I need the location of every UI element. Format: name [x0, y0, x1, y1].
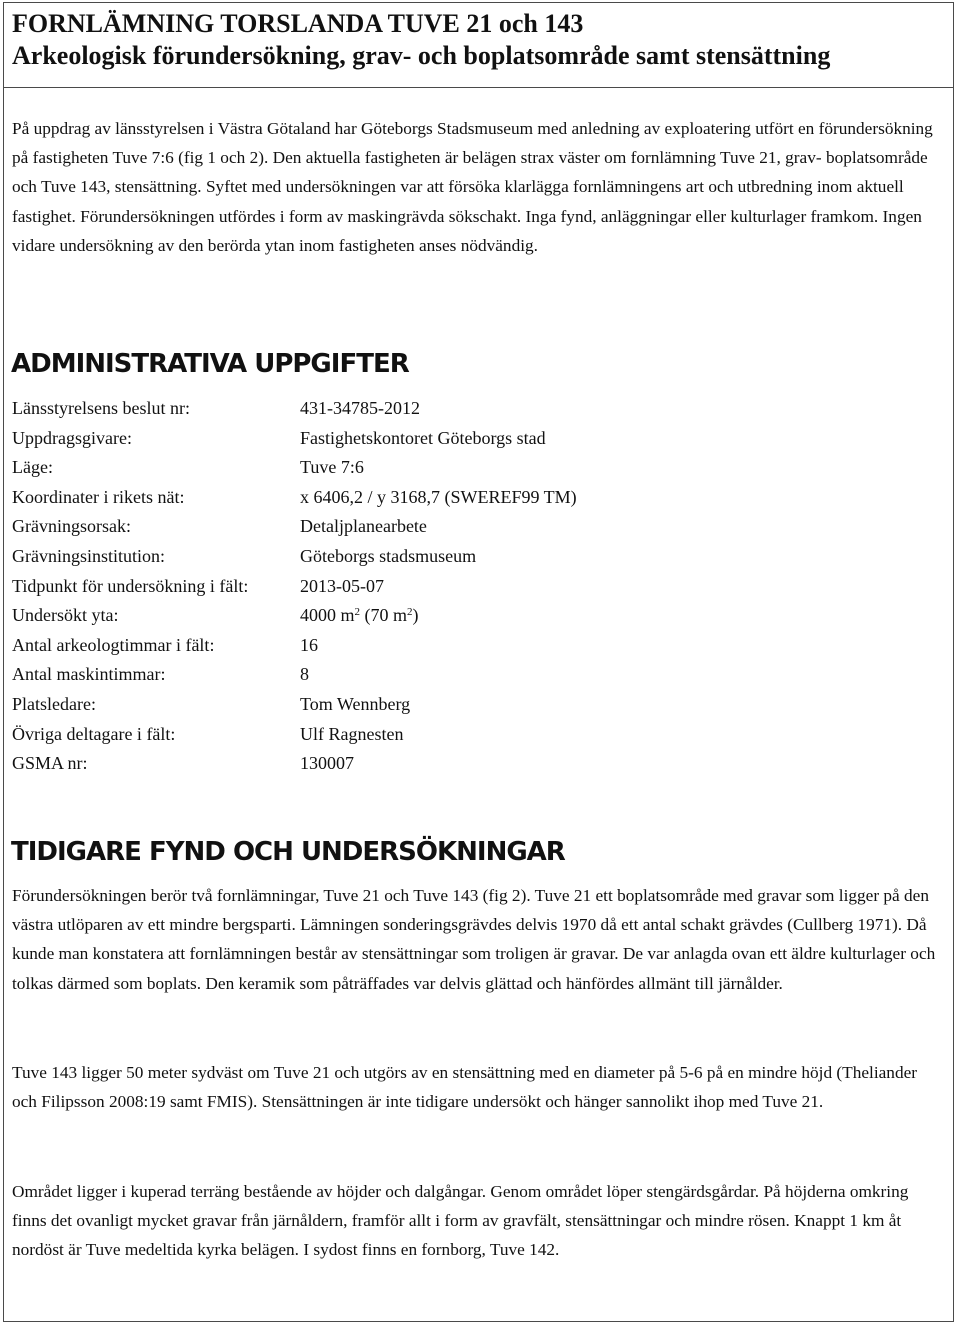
admin-value: Göteborgs stadsmuseum — [300, 545, 477, 566]
admin-value: x 6406,2 / y 3168,7 (SWEREF99 TM) — [300, 486, 577, 507]
document-title: FORNLÄMNING TORSLANDA TUVE 21 och 143 — [12, 9, 584, 38]
previous-paragraph-3: Området ligger i kuperad terräng bestående av höjder och dalgångar. Genom området löper stengärdsgårdar. På höjderna omkring finns det ovanligt mycket gravar från järnåldern, framför allt i form av gravfält, stensättningar och mindre rösen. Knappt 1 km åt nordöst är Tuve medeltida kyrka belägen. I sydost finns en fornborg, Tuve 142. — [12, 1182, 909, 1260]
previous-heading: TIDIGARE FYND OCH UNDERSÖKNINGAR — [11, 837, 565, 867]
admin-value: 8 — [300, 664, 309, 685]
header-divider — [3, 87, 954, 88]
area-unit-exponent: 2 — [407, 606, 413, 619]
previous-paragraph-2: Tuve 143 ligger 50 meter sydväst om Tuve 21 och utgörs av en stensättning med en diameter på 5-6 på en mindre höjd (Theliander och Filipsson 2008:19 samt FMIS). Stensättningen är inte tidigare undersökt och hänger sannolikt ihop med Tuve 21. — [12, 1063, 918, 1112]
admin-value: 431-34785-2012 — [300, 398, 420, 418]
admin-row-yta — [12, 601, 912, 631]
admin-row-maskintimmar — [12, 660, 912, 690]
admin-value: Tuve 7:6 — [300, 457, 364, 478]
admin-row-platsledare — [12, 690, 912, 720]
admin-label: Antal arkeologtimmar i fält: — [12, 634, 215, 655]
admin-value: 2013-05-07 — [300, 575, 384, 596]
admin-value: 16 — [300, 634, 318, 655]
admin-row-arkeologtimmar — [12, 631, 912, 661]
admin-label: Grävningsinstitution: — [12, 545, 165, 566]
admin-value-area — [300, 601, 419, 631]
area-excavated: (70 m — [360, 605, 408, 626]
area-unit-exponent: 2 — [354, 606, 361, 619]
admin-value: Fastighetskontoret Göteborgs stad — [300, 427, 546, 448]
admin-label: Uppdragsgivare: — [12, 427, 132, 448]
admin-row-beslut — [12, 394, 912, 424]
admin-row-uppdragsgivare — [12, 424, 912, 454]
admin-label: Länsstyrelsens beslut nr: — [12, 398, 190, 418]
admin-table — [12, 394, 912, 779]
admin-label: Grävningsorsak: — [12, 516, 131, 537]
admin-value: Tom Wennberg — [300, 693, 411, 714]
admin-row-deltagare — [12, 720, 912, 750]
admin-row-tidpunkt — [12, 572, 912, 602]
admin-row-lage — [12, 453, 912, 483]
admin-label: Övriga deltagare i fält: — [12, 723, 176, 744]
admin-label: Läge: — [12, 457, 53, 478]
intro-paragraph: På uppdrag av länsstyrelsen i Västra Götaland har Göteborgs Stadsmuseum med anledning av exploatering utfört en förundersökning på fastigheten Tuve 7:6 (fig 1 och 2). Den aktuella fastigheten är belägen strax väster om fornlämning Tuve 21, grav- boplatsområde och Tuve 143, stensättning. Syftet med undersökningen var att försöka klarlägga fornlämningens art och utbredning inom aktuell fastighet. Förundersökningen utfördes i form av maskingrävda sökschakt. Inga fynd, anläggningar eller kulturlager framkom. Ingen vidare undersökning av den berörda ytan inom fastigheten anses nödvändig. — [12, 119, 933, 255]
admin-label: Platsledare: — [12, 693, 96, 714]
admin-label: Antal maskintimmar: — [12, 664, 166, 685]
admin-row-koordinater — [12, 483, 912, 513]
admin-heading: ADMINISTRATIVA UPPGIFTER — [11, 349, 409, 379]
admin-row-gravningsorsak — [12, 512, 912, 542]
area-total: 4000 m — [300, 605, 355, 626]
admin-value: 130007 — [300, 753, 354, 774]
area-close-paren: ) — [412, 605, 419, 626]
previous-paragraph-1: Förundersökningen berör två fornlämningar, Tuve 21 och Tuve 143 (fig 2). Tuve 21 ett boplatsområde med gravar som ligger på den västra utlöparen av ett mindre bergsparti. Lämningen sonderingsgrävdes delvis 1970 då ett antal schakt grävdes (Cullberg 1971). Då kunde man konstatera att fornlämningen består av stensättningar som troligen är gravar. De var anlagda ovan ett äldre kulturlager och tolkas därmed som boplats. Den keramik som påträffades var delvis glättad och hänfördes allmänt till järnålder. — [12, 886, 936, 993]
admin-label: GSMA nr: — [12, 753, 88, 774]
admin-label: Undersökt yta: — [12, 605, 119, 626]
admin-label: Tidpunkt för undersökning i fält: — [12, 575, 249, 596]
admin-row-gsma — [12, 749, 912, 779]
admin-value: Ulf Ragnesten — [300, 723, 404, 744]
admin-value: Detaljplanearbete — [300, 516, 427, 537]
admin-row-institution — [12, 542, 912, 572]
admin-label: Koordinater i rikets nät: — [12, 486, 185, 507]
document-subtitle: Arkeologisk förundersökning, grav- och boplatsområde samt stensättning — [12, 41, 831, 70]
